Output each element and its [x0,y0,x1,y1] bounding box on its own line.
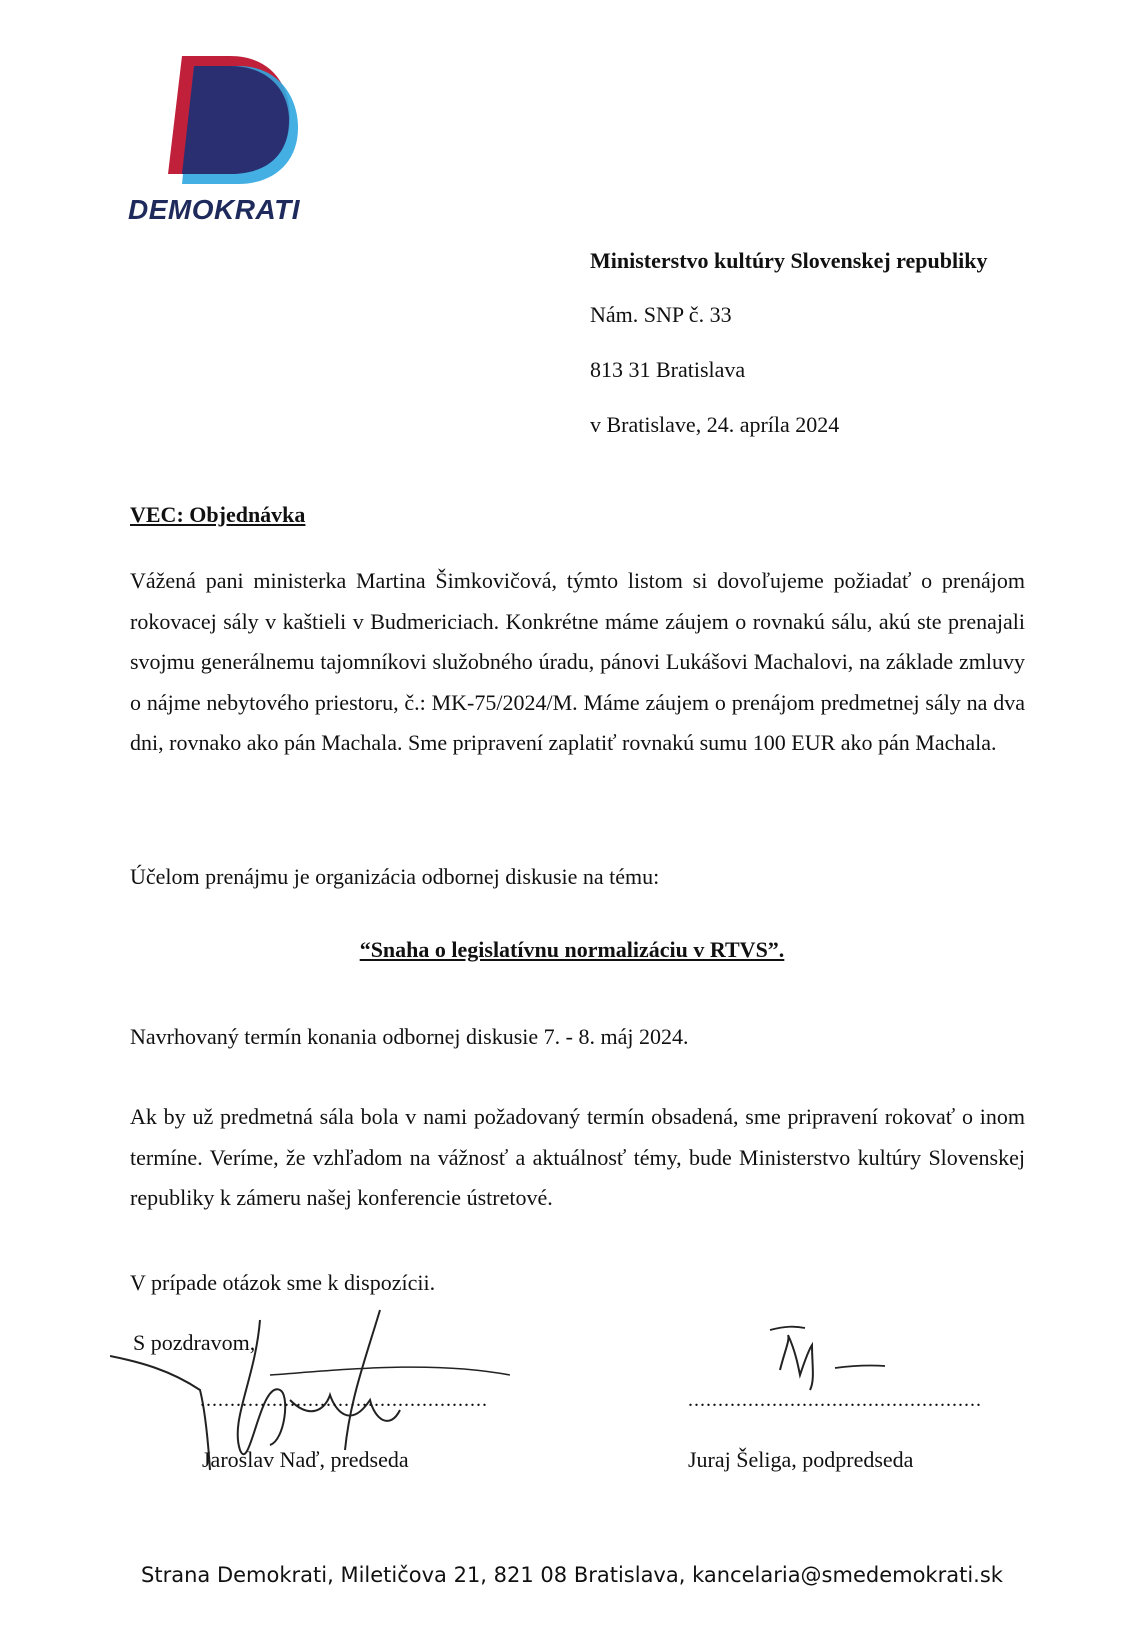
closing-greeting: S pozdravom, [133,1330,256,1355]
signer-2-name: Juraj Šeliga, podpredseda [688,1447,914,1472]
signature-right-icon [760,1320,910,1400]
recipient-organization: Ministerstvo kultúry Slovenskej republiky [590,248,988,273]
letter-subject: VEC: Objednávka [130,502,306,527]
signature-line-right: ................................................. [688,1389,982,1411]
signer-1-name: Jaroslav Naď, predseda [202,1447,409,1472]
logo-wordmark: DEMOKRATI [128,194,300,225]
body-paragraph-2: Účelom prenájmu je organizácia odbornej diskusie na tému: [130,864,660,889]
signature-line-left: ................................................ [200,1389,488,1411]
letter-footer: Strana Demokrati, Miletičova 21, 821 08 Bratislava, kancelaria@smedemokrati.sk [141,1563,1003,1587]
body-paragraph-3: Navrhovaný termín konania odbornej diskusie 7. - 8. máj 2024. [130,1024,689,1049]
body-paragraph-5: V prípade otázok sme k dispozícii. [130,1270,436,1295]
body-paragraph-1: Vážená pani ministerka Martina Šimkovičová, týmto listom si dovoľujeme požiadať o prenájom rokovacej sály v kaštieli v Budmericiach. Konkrétne máme záujem o rovnakú sálu, akú ste prenajali svojmu generálnemu tajomníkovi služobného úradu, pánovi Lukášovi Machalovi, na základe zmluvy o nájme nebytového priestoru, č.: MK-75/2024/M. Máme záujem o prenájom predmetnej sály na dva dni, rovnako ako pán Machala. Sme pripravení zaplatiť rovnakú sumu 100 EUR ako pán Machala. [130,568,1025,755]
discussion-topic: “Snaha o legislatívnu normalizáciu v RTVS”. [359,937,785,962]
letter-date: v Bratislave, 24. apríla 2024 [590,412,840,437]
body-paragraph-4: Ak by už predmetná sála bola v nami požadovaný termín obsadená, sme pripravení rokovať o inom termíne. Veríme, že vzhľadom na vážnosť a aktuálnosť témy, bude Ministerstvo kultúry Slovenskej republiky k zámeru našej konferencie ústretové. [130,1104,1025,1210]
recipient-city: 813 31 Bratislava [590,357,746,382]
demokrati-logo-icon [168,56,298,184]
recipient-street: Nám. SNP č. 33 [590,302,732,327]
